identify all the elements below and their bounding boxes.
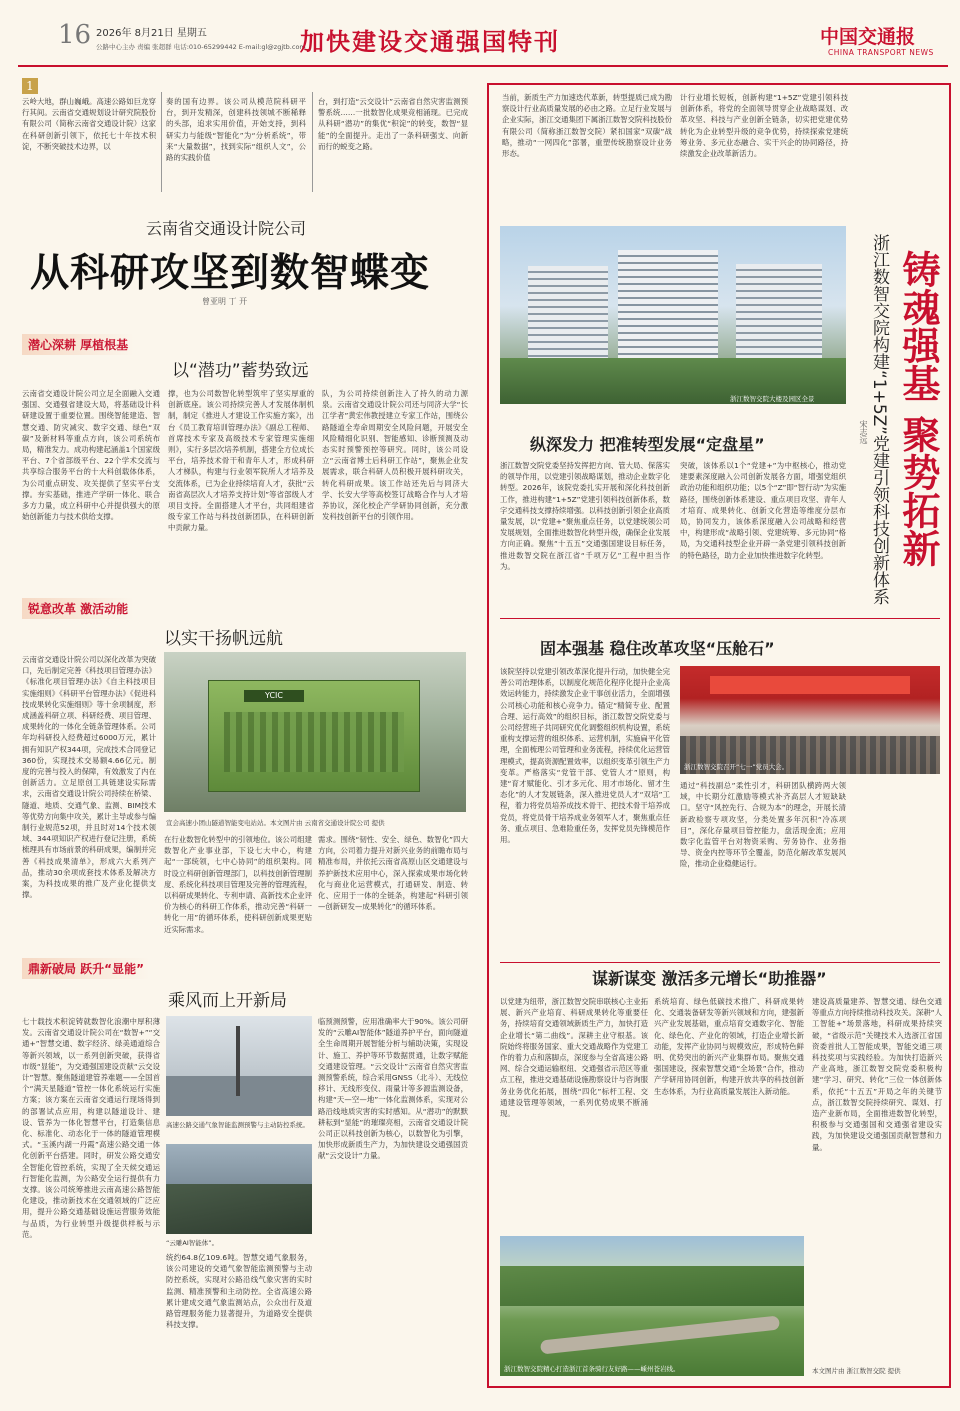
photo-caption: 浙江数智交院精心打造浙江首条骑行友好路——嵊州苍岩线。 <box>504 1365 680 1373</box>
page-number: 16 <box>58 20 92 50</box>
paper-logo-en: CHINA TRANSPORT NEWS <box>828 48 934 57</box>
issue-meta: 公路中心主办 责编 张超群 电话:010-65299442 E-mail:gl@zgjtb.com <box>96 43 306 51</box>
party-meeting-photo <box>680 666 940 774</box>
section-col: 在行业数智化转型中的引领地位。该公司组建数智化产业事业部，下设七大中心，构建起“一部统领，七中心协同”的组织架构。同时设立科研创新管理部门，以科技创新管理制度、系统化科技项目管理及完善的管理流程，以科研成果转化、专利申请、高新技术企业评价为核心的科研工作体系，推动完善“科研一转化一用”的循环体系，使科研创新成果更贴近实际需求。 <box>164 835 312 934</box>
photo-credit: 本文图片由 浙江数智交院 提供 <box>812 1367 901 1375</box>
paper-logo: 中国交通报 <box>820 26 916 48</box>
section-divider <box>500 962 940 963</box>
ycic-logo-icon: YCIC <box>244 690 304 702</box>
section-col: 浙江数智交院党委坚持发挥把方向、管大局、保落实的领导作用，以党建引领战略谋划，推动企业数字化转型。2026年，该院党委扎实开展和深化科技创新工作，推进构建“1+5Z”党建引领科技创新体系，数字交通科技支撑持续增强。以科技创新引领企业高质量发展，以“党建+”聚焦重点任务，以党建统领公司发展规划，全面推进数智化转型升级，确保企业发展方向正确。聚焦“十五五”交通强国建设目标任务，推进数智交院在浙江省“千项万亿”工程中担当作为。 <box>500 461 670 571</box>
building-left <box>528 266 608 362</box>
hill-shape <box>500 1266 804 1306</box>
section-col: 通过“科技副总”柔性引才，科研团队横跨两大领域，中长期分红激励等模式补齐高层人才短缺缺口。坚守“风控先行、合规为本”的理念，开展长清新政检察专项攻坚，分类处置多年沉积“冷冻项目”，深化存量项目管控能力，盘活现金流；应用数字化监管平台对物资采购、劳务协作、业务指导、资金内控等环节全覆盖，防范化解改革发展风险，推动企业稳健运行。 <box>680 781 846 869</box>
cycling-road-photo <box>500 1236 804 1376</box>
section-title: 纵深发力 把准转型发展“定盘星” <box>530 435 765 454</box>
container-vents <box>224 712 404 772</box>
section-tag-label: 鼎新破局 跃升“显能” <box>22 958 150 979</box>
right-intro-col1: 当前，新质生产力加速迭代革新，转型提质已成为勘察设计行业高质量发展的必由之路。立足行业发展与企业实际，浙江交通集团下属浙江数智交院科技股份有限公司（简称浙江数智交院）紧扣国家“双碳”战略，推动“一网四化”部署，重塑传统勘察设计业务形态。 <box>502 93 672 159</box>
column-divider <box>312 92 313 192</box>
stage-banner <box>710 676 910 694</box>
building-right <box>736 264 822 362</box>
sensor-pole <box>236 1026 240 1096</box>
section-col: 需求。围绕“韧性、安全、绿色、数智化”四大方向，公司着力提升对新兴业务的前瞻布局与精准布局，并依托云南省高原山区交通建设与养护新技术应用中心，深入探索成果市场化转化与商业化运营模式，打通研发、制造、转化、应用于一体的全链条，构建起“科研引领—创新研发—成果转化”的循环体系。 <box>318 835 468 912</box>
left-intro-col2: 奏的国有边界。该公司从模范院科研平台，到开发精深，创建科技领城不断稀释的头部，追求实用价值，开始支持，到科研实力与能级“智能化”为“分析系统”，带来“大量数据”，找到实际“组织人文”，公路的实践价值 <box>166 97 306 163</box>
section-tag <box>22 958 472 978</box>
section-col: 撑，也为公司数智化转型筑牢了坚实厚重的创新底座。该公司持续完善人才发展体制机制，制定《推进人才建设工作实施方案》，出台《员工教育培训管理办法》《副总工程师、首席技术专家及高级技术专家管理实施细则》，实行多层次培养机制，搭建全方位成长平台，培养技术骨干和青年人才，形成科研人才梯队，构建与行业领军院所人才培养及交流体系，已为企业持续培育人才，获批“云南省高层次人才培养支持计划”等省部级人才项目支持。全面搭建人才平台，共同组建省级专家工作站与科技创新团队，在科研创新中贡献力量。 <box>168 389 314 533</box>
header-rule <box>18 65 948 67</box>
vertical-subheadline: 浙江数智交院构建“1+5Z”党建引领科技创新体系 <box>869 234 889 605</box>
section-tag-label: 锐意改革 激活动能 <box>22 598 134 619</box>
photo-caption: 浙江数智交院召开“七一”党员大会。 <box>684 763 789 771</box>
section-title: 以实干扬帆远航 <box>164 629 283 649</box>
section-title: 以“潜功”蓄势致远 <box>172 361 309 381</box>
ai-agent-photo <box>166 1144 312 1234</box>
section-col: 七十载技术积淀铸就数智化浪潮中厚积薄发。云南省交通设计院公司在“数智+”“交通+”智慧交通、数字经济、绿美通道综合等新兴领域，以一系列创新突破，获得省市级“显能”，为交通强国建设贡献“云交设计”智慧。聚焦隧道建管养难题——全国首个“满天星隧道”管控一体化系统运行实施方案；该方案在云南省交通运行现场得到的部署试点应用，构建以隧道设计、建设、管养为一体化智慧平台，打造集信息化、标准化、动态化于一体的隧道管理模式。“玉溪内湖一丹霞”高速公路交通一体化创新平台搭建。同时，研发公路交通安全智能化管控系统，实现了全天候交通运行智能化监测，为公路安全运行提供有力支撑。该公司统筹推进云南高速公路智能化建设，推动新技术在交通领域的广泛应用，提升公路交通基础设施运营服务效能与品质，为行业转型升级提供样板与示范。 <box>22 1017 160 1239</box>
column-divider <box>161 92 162 192</box>
right-intro-col2: 计行业增长短板，创新构建“1+5Z”党建引领科技创新体系，将党的全面领导贯穿企业战略谋划、改革攻坚、科技与产业创新全链条，切实把党建优势转化为企业转型升级的竞争优势，持续探索党建统筹业务、多元业态融合、实干兴企的协同路径，持续激发企业改革新活力。 <box>680 93 848 159</box>
company-name: 云南省交通设计院公司 <box>146 219 307 238</box>
section-col: 系统培育、绿色低碳技术推广、科研成果转化、交通装备研发等新兴领域和方向，建强新兴产业发展基础，重点培育交通数字化、智能化、绿色化、产业化的领域，打造企业增长新动能，发挥产业协同与规模效应，形成特色鲜明、优势突出的新兴产业集群布局。聚焦交通强国建设，探索智慧交通“全场景”合作，推动产学研用协同创新，构建开放共享的科技创新生态体系，为行业高质量发展注入新动能。 <box>654 997 804 1096</box>
section-title: 谋新谋变 激活多元增长“助推器” <box>592 969 827 988</box>
section-col: 队，为公司持续创新注入了持久的动力源泉。云南省交通设计院公司还与同济大学“长江学者”黄宏伟教授建立专家工作站，围绕公路隧道全寿命周期安全风险问题，开展安全风险精细化识别、智能感知、诊断预测及动态实时预警预控等研究。同时，该公司设立“云南省博士后科研工作站”，聚焦企业发展需求，联合科研人员积极开展科研攻关，转化科研成果。该工作站还先后与同济大学、长安大学等高校签订战略合作与人才培养协议，深化校企产学研协同创新，充分激发科技创新平台的引领作用。 <box>322 389 468 522</box>
section-col: 以党建为纽带，浙江数智交院串联核心主业拓展、新兴产业培育、科研成果转化等重要任务，持续培育交通领域新质生产力，加快打造企业增长“第二曲线”。深耕主业守根基。该院始终将服务国家、重大交通战略作为党建工作的着力点和落脚点，深度参与全省高速公路网、综合交通运输枢纽、交通强省示范区等重点工程，推进交通基础设施勘察设计与咨询服务业务优化拓展，围绕“四化”标杆工程、交通建设管理等领域，一系列优势成果不断涌现。 <box>500 997 648 1119</box>
page-header <box>0 0 960 66</box>
section-col: 临预测预警，应用准确率大于90%。该公司研发的“云雕AI智能体”隧道养护平台，面向隧道全生命周期开展智能分析与辅助决策，实现设计、施工、养护等环节数据贯通，让数字赋能交通建设管理。“云交设计”云南省自然灾害监测预警系统，综合采用GNSS（北斗）、无线位移计、无线形变仪、雨量计等多源监测设备，构建“天—空—地”一体化监测体系，实现对公路沿线地质灾害的实时感知。从“潜功”的默默耕耘到“显能”的璀璨亮相，云南省交通设计院公司正以科技创新为核心，以数智化为引擎，加快形成新质生产力，为加快建设交通强国贡献“云交设计”力量。 <box>318 1017 468 1161</box>
vertical-headline: 铸魂强基 聚势拓新 <box>896 250 941 568</box>
section-title: 乘风而上开新局 <box>168 991 287 1011</box>
section-col: 该院坚持以党建引领改革深化提升行动，加快健全完善公司治理体系，以制度化规范化程序化提升企业高效运转能力，持续激发企业干事创业活力，全面增强公司核心功能和核心竞争力。锚定“精简专业、配置合理、运行高效”的组织目标，浙江数智交院党委与公司经营班子共同研究优化调整组织机构设置，系统重构支撑运营的组织体系、运营机制，实施扁平化管理，全面梳理公司管理和业务流程，持续优化运营管理模式，提高资源配置效率，以组织变革引领生产力变革。严格落实“党管干部、党管人才”原则，构建“育才赋能化、引才多元化、用才市场化、留才生态化”的人才发展链条，深入推进党员人才“双培”工程，着力将党员培养成技术骨干、把技术骨干培养成党员，将党员骨干培养成业务领军人才，聚焦重点任务、重点项目、急难险重任务，发挥党员先锋模范作用。 <box>500 667 670 845</box>
section-title: 固本强基 稳住改革攻坚“压舱石” <box>540 639 775 658</box>
headline: 从科研攻坚到数智蝶变 <box>30 250 431 296</box>
road-curve <box>540 1315 780 1354</box>
section-col: 统约64.8亿109.6吨。智慧交通气象服务，该公司建设的交通气象智能监测预警与主动防控系统，实现对公路沿线气象灾害的实时监测、精准预警和主动防控。全省高速公路累计建成交通气象监测站点，公众出行及道路管理服务能力显著提升，为道路安全提供科技支撑。 <box>166 1253 312 1330</box>
building-center <box>618 250 718 362</box>
section-col: 云南省交通设计院公司以深化改革为突破口，先后制定完善《科技项目管理办法》《标准化项目管理办法》《自主科技项目实施细则》《科研平台管理办法》《促进科技成果转化实施细则》等十余项制度，形成涵盖科研立项、科研经费、项目管理、成果转化的一体化全链条管理体系。公司年均科研投入经费超过6000万元，累计拥有知识产权344项，完成技术合同登记360份，实现技术交易额4.66亿元。制度的完善与投入的保障，有效激发了内在创新活力。立足原创工具链建设实际需求，云南省交通设计院公司持续在桥梁、隧道、地质、交通气象、监测、BIM技术等优势方向集中攻关，累计主导或参与编制行业规范52项，并且时对14个技术领域、344项知识产权进行登记注册，系统梳理具有市场前景的科研成果，编制并完善《科技成果清单》，形成六大系列产品，推动30余项成套技术体系及解决方案，为科技成果的推广及产业化提供支撑。 <box>22 655 156 900</box>
article-marker: 1 <box>22 78 38 94</box>
photo-caption: 浙江数智交院大楼及园区全景 <box>730 395 815 403</box>
left-intro-col1: 云岭大地，群山巍峨。高速公路如巨龙穿行其间。云南省交通规划设计研究院股份有限公司（简称云南省交通设计院）这家在科研创新引领下，依托七十年技术积淀，不断突破技术边界，以 <box>22 97 156 151</box>
issue-date: 2026年 8月21日 星期五 <box>96 28 207 39</box>
campus-photo <box>500 226 846 404</box>
byline: 曾亚明 丁 开 <box>202 297 248 306</box>
vertical-byline: 宋志远 <box>859 420 868 444</box>
special-issue-title: 加快建设交通强国特刊 <box>300 27 560 56</box>
section-tag-label: 潜心深耕 厚植根基 <box>22 334 134 355</box>
photo-caption: 宣会高速小团山隧道智能变电站站。本文图片由 云南省交通设计院公司 提供 <box>166 819 385 827</box>
mountain-shape <box>166 1184 312 1234</box>
photo-caption: 高速公路交通气象智能监测预警与主动防控系统。 <box>166 1121 309 1129</box>
section-divider <box>500 618 940 619</box>
photo-caption: “云雕AI智能体”。 <box>166 1239 219 1247</box>
section-col: 建设高质量建养、智慧交通、绿色交通等重点方向持续推动科技攻关。深耕“人工智能+”场景落地，科研成果持续突破，“省级示范”关键技术入选浙江省国资委首批人工智能成果，智能交通三项科技奖项与实践经验。为加快打造新兴产业高地，浙江数智交院党委积极构建“学习、研究、转化”三位一体创新体系，依托“十五五”开局之年的关键节点，浙江数智交院持续研究、谋划、打造产业新布局，全面推进数智化转型，积极参与交通强国和交通强省建设实践，为加快建设交通强国贡献智慧和力量。 <box>812 997 942 1152</box>
weather-system-photo <box>166 1016 312 1116</box>
section-col: 突破，该体系以1个“党建+”为中枢核心，推动党建要素深度融入公司创新发展各方面，增强党组织政治功能和组织功能；以5个“Z”即“智行动”为实施路径，围绕创新体系建设、重点项目攻坚、青年人才培育、成果转化、创新文化营造等维度分层布局，协同发力，该体系深度融入公司战略和经营中，构建形成“战略引领、党建统筹、多元协同”格局，为交通科技型企业开辟一条党建引领科技创新的特色路径，助力企业加快推进数字化转型。 <box>680 461 846 560</box>
section-tag <box>22 334 472 354</box>
section-col: 云南省交通设计院公司立足全面融入交通强国、交通强省建设大局，将基础设计科研建设置于重要位置。围绕智能建造、智慧交通、防灾减灾、数字交通、绿色“双碳”及新材料等重点方向，该公司系统布局，精准发力。成功构建起涵盖1个国家级平台、7个省部级平台、22个学术交流与共享综合服务平台的十大科创载体体系，为公司重点研发、攻关提供了坚实平台支撑。夯实基础，推进产学研一体化、联合多方力量，成立科研中心并提供强大的原始创新能力与技术供给支撑。 <box>22 389 160 522</box>
section-tag <box>22 598 472 618</box>
substation-photo <box>164 652 466 812</box>
left-intro-col3: 台，到打造“云交设计”云南省自然灾害监测预警系统……一批数智化成果竞相涌现。已完成从科研“潜功”的集优“积淀”的转变，数智“显能”的全面提升。走出了一条科研强支、向新而行的蜕变之路。 <box>318 97 468 151</box>
